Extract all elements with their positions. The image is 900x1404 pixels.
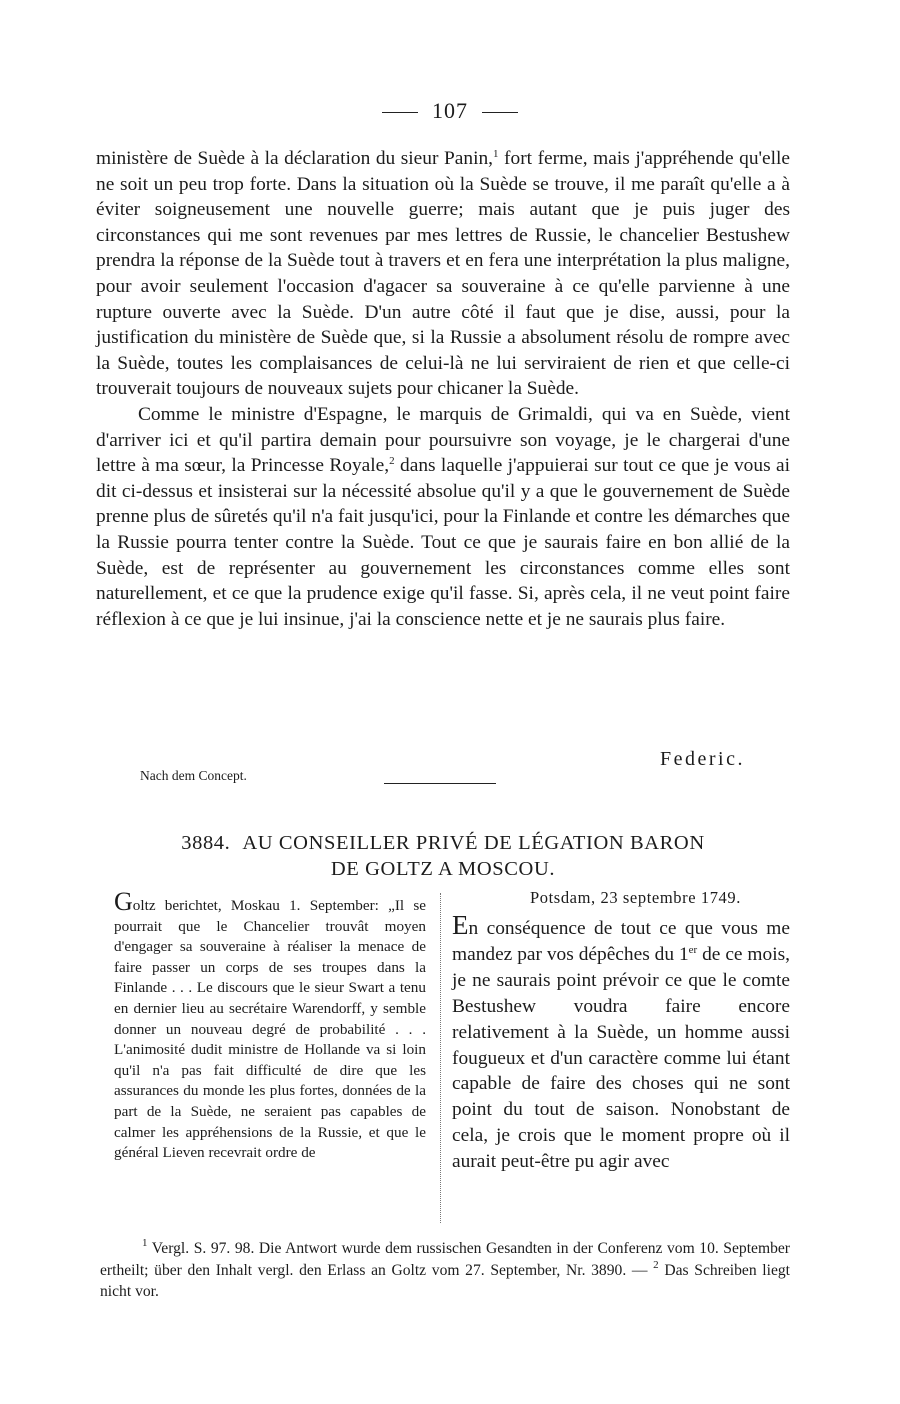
summary-text: Goltz berichtet, Moskau 1. September: „Il se pourrait que le Chancelier trouvât moyen d'engager sa souveraine à réaliser la menace de faire passer un corps de ses troupes dans la Finlande . . . Le discours que le sieur Swart a tenu en dernier lieu au secrétaire Warendorff, y semble donner un nouveau degré de probabilité . . . L'animosité dudit ministre de Hollande va si loin qu'il n'a pas fait difficulté de dire que les assurances du monde les plus fortes, données de la part de la Suède, ne seraient pas capables de calmer les appréhensions de la Russie, et que le général Lieven recevrait ordre de — [114, 887, 426, 1162]
ordinal-suffix: er — [688, 943, 698, 956]
letter-heading — [96, 830, 790, 882]
letter-dropcap: E — [452, 910, 469, 940]
page-number-text: 107 — [432, 98, 468, 123]
footnotes — [100, 1238, 790, 1303]
letter-text: En conséquence de tout ce que vous me mandez par vos dépêches du 1er de ce mois, je ne saurais point prévoir ce que le comte Bestushew voudra faire encore relativement à la Suède, un homme aussi fougueux et d'un caractère comme lui étant capable de faire des choses qui ne sont point du tout de saison. Nonobstant de cela, je crois que le moment propre où il aurait peut-être pu agir avec — [452, 910, 790, 1173]
footnote-mark: 2 — [389, 455, 395, 468]
summary-dropcap: G — [114, 887, 133, 916]
page-number-dash-left — [382, 112, 418, 113]
summary-column — [114, 887, 426, 1164]
letter-column — [452, 910, 790, 1175]
column-divider — [440, 893, 441, 1223]
footnote-mark: 1 — [493, 148, 499, 160]
footnote-mark-1: 1 — [142, 1237, 148, 1249]
page-number — [0, 98, 900, 124]
letter-number: 3884. — [181, 832, 231, 854]
source-note: Nach dem Concept. — [140, 768, 247, 783]
paragraph-continued: ministère de Suède à la déclaration du sieur Panin,$^1$ fort ferme, mais j'appréhende qu'elle ne soit un peu trop forte. Dans la situation où la Suède se trouve, il me paraît qu'elle a à éviter soigneusement une nouvelle guerre; mais autant que je puis juger des circonstances qui me sont revenues par mes lettres de Russie, le chancelier Bestushew prendra la réponse de la Suède tout à travers et en fera une interprétation la plus maligne, pour avoir seulement l'occasion d'agacer sa souveraine à ce qu'elle parvienne à une rupture ouverte avec la Suède. D'un autre côté il faut que je dise, aussi, pour la justification du ministère de Suède que, si la Russie a absolument résolu de rompre avec la Suède, toutes les complaisances de celui-là ne lui serviraient de rien et que celle-ci trouverait toujours de nouveaux sujets pour chicaner la Suède. — [96, 148, 790, 400]
paragraph: Comme le ministre d'Espagne, le marquis de Grimaldi, qui va en Suède, vient d'arriver ici et qu'il partira demain pour poursuivre son voyage, je le chargerai d'une lettre à ma sœur, la Princesse Royale,$^2$ dans laquelle j'appuierai sur tout ce que je vous ai dit ci-dessus et insisterai sur la nécessité absolue qu'il y a que le gouvernement de Suède prenne plus de sûretés qu'il n'a fait jusqu'ici, pour la Finlande et contre les démarches que la Russie pourra tenter contre la Suède. Tout ce que je saurais faire en bon allié de la Suède, est de représenter au gouvernement les circonstances comme elles sont naturellement, et ce que la prudence exige qu'il fasse. Si, après cela, il ne veut point faire réflexion à ce que je lui insinue, j'ai la conscience nette et je ne saurais plus faire. — [96, 403, 790, 630]
section-rule — [384, 783, 496, 784]
signature: Federic. — [660, 748, 745, 770]
footnote-text: $^1$ Vergl. S. 97. 98. Die Antwort wurde dem russischen Gesandten in der Conferenz vom 10. September ertheilt; über den Inhalt vergl. den Erlass an Goltz vom 27. September, Nr. 3890. — $^2$ Das Schreiben liegt nicht vor. — [100, 1237, 791, 1300]
dateline: Potsdam, 23 septembre 1749. — [530, 888, 741, 907]
heading-line-2: DE GOLTZ A MOSCOU. — [330, 858, 556, 880]
page-number-dash-right — [482, 112, 518, 113]
footnote-mark-2: 2 — [653, 1258, 659, 1271]
main-text — [96, 146, 790, 632]
heading-line-1: 3884. AU CONSEILLER PRIVÉ DE LÉGATION BARON — [181, 832, 705, 854]
